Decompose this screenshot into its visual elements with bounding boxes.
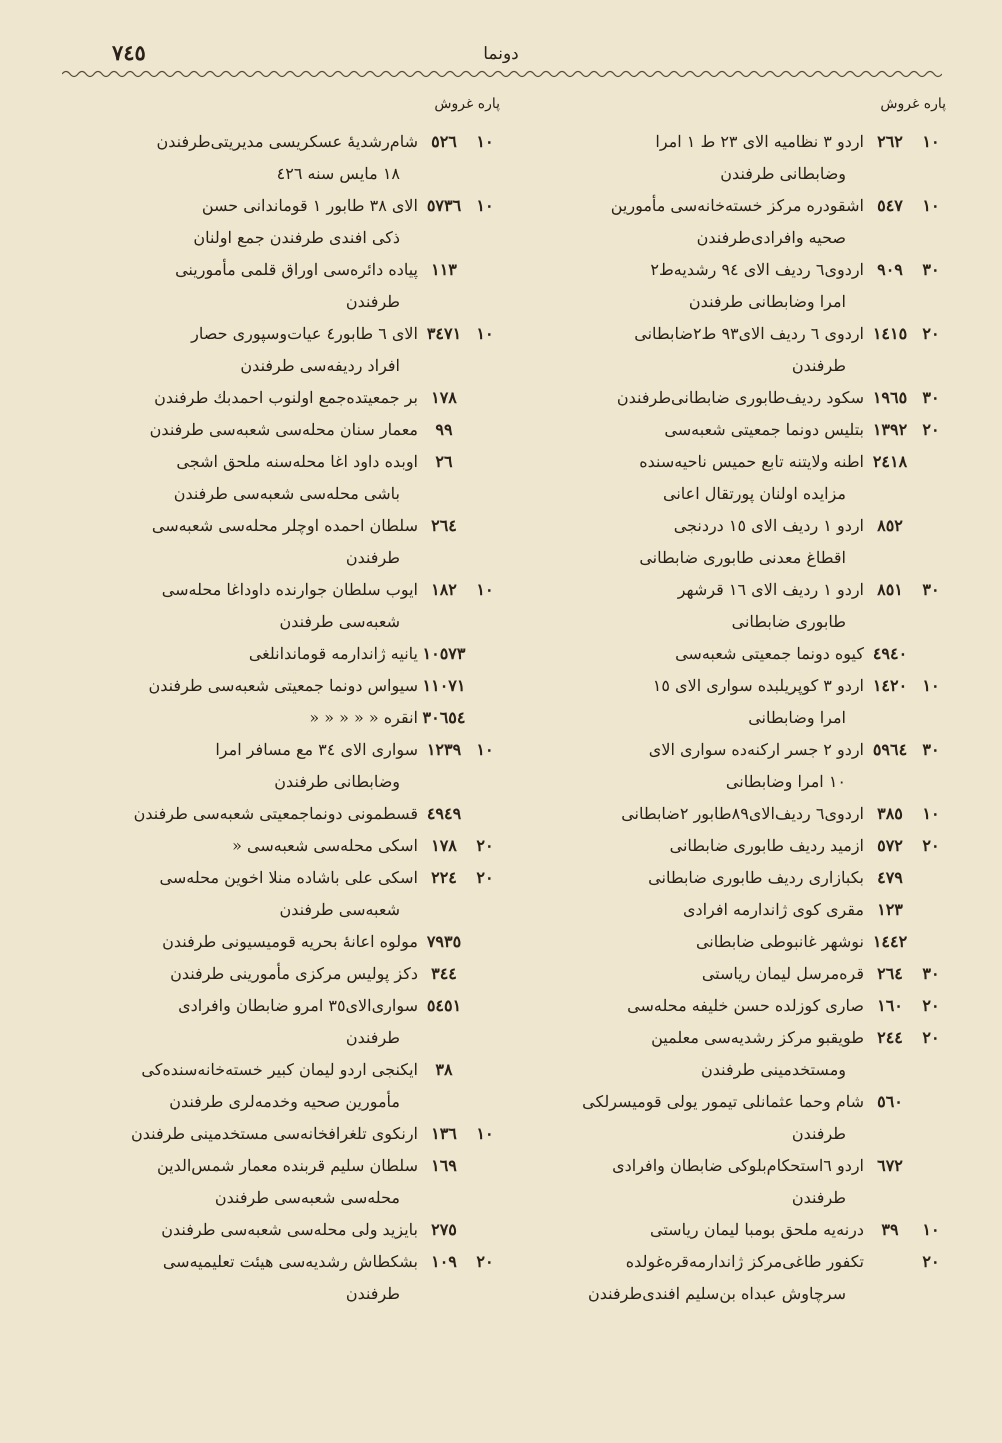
- description-line: سيواس دونما جمعيتى شعبه‌سى طرفندن: [148, 676, 418, 695]
- ledger-entry: [60, 574, 500, 638]
- entry-description: [506, 990, 864, 1022]
- entry-description: [60, 958, 418, 990]
- ledger-entry: [60, 990, 500, 1054]
- para-amount: ٢٠: [922, 1028, 940, 1047]
- description-line: مقرى كوى ژاندارمه افرادى: [682, 900, 864, 919]
- ledger-entry: [506, 1086, 946, 1150]
- kurus-amount: ٣٤٤: [431, 964, 457, 983]
- entry-description: [60, 862, 418, 926]
- kurus-amount: ٧٩٣٥: [426, 932, 462, 951]
- description-line: ومستخدمينى طرفندن: [701, 1060, 846, 1079]
- entry-description: [506, 1086, 864, 1150]
- ledger-entry: [506, 798, 946, 830]
- description-line: اردو ٢ جسر اركنه‌ده سوارى الاى: [648, 740, 864, 759]
- kurus-amount: ١٠٩: [431, 1252, 457, 1271]
- left-column: [60, 96, 500, 1310]
- entry-description: [60, 926, 418, 958]
- ledger-entry: [506, 958, 946, 990]
- description-line: وضابطانى طرفندن: [274, 772, 400, 791]
- para-amount: ٢٠: [476, 836, 494, 855]
- entry-description: [506, 446, 864, 510]
- entry-description: [506, 254, 864, 318]
- description-line: بتليس دونما جمعيتى شعبه‌سى: [664, 420, 864, 439]
- kurus-amount: ٣٤٧١: [426, 324, 462, 343]
- ledger-entry: [60, 926, 500, 958]
- description-line: قسطمونى دونماجمعيتى شعبه‌سى طرفندن: [133, 804, 418, 823]
- kurus-amount: ١٣٦: [431, 1124, 457, 1143]
- kurus-amount: ٢٦٢: [877, 132, 903, 151]
- description-line: صحيه وافرادى‌طرفندن: [696, 228, 846, 247]
- description-line: اردو ٦استحكام‌بلوكى ضابطان وافرادى: [612, 1156, 864, 1175]
- para-amount: ٢٠: [922, 1252, 940, 1271]
- para-amount: ١٠: [476, 580, 494, 599]
- entry-description: [60, 126, 418, 190]
- para-amount: ٢٠: [476, 868, 494, 887]
- ledger-entry: [60, 958, 500, 990]
- kurus-amount: ٢٧٥: [431, 1220, 457, 1239]
- ledger-entry: [60, 414, 500, 446]
- entry-description: [506, 510, 864, 574]
- para-amount: ٢٠: [922, 836, 940, 855]
- kurus-amount: ٥٦٠: [877, 1092, 903, 1111]
- ledger-entry: [60, 830, 500, 862]
- ledger-entry: [506, 510, 946, 574]
- description-line: سلطان سليم قربنده معمار شمس‌الدين: [156, 1156, 418, 1175]
- ledger-entry: [506, 1214, 946, 1246]
- ledger-entry: [60, 862, 500, 926]
- ledger-entry: [506, 926, 946, 958]
- ledger-entry: [60, 670, 500, 702]
- description-line: ازميد رديف طابورى ضابطانى: [669, 836, 864, 855]
- description-line: سوارى‌الاى‌٣٥ امرو ضابطان وافرادى: [178, 996, 418, 1015]
- description-line: معمار سنان محله‌سى شعبه‌سى طرفندن: [149, 420, 418, 439]
- kurus-amount: ١٤٤٢: [872, 932, 908, 951]
- kurus-amount: ١٩٦٥: [872, 388, 908, 407]
- para-amount: ٢٠: [922, 324, 940, 343]
- ledger-entry: [60, 510, 500, 574]
- ledger-entry: [60, 638, 500, 670]
- ledger-entry: [60, 190, 500, 254]
- description-line: بكبازارى رديف طابورى ضابطانى: [648, 868, 864, 887]
- ledger-entry: [60, 1118, 500, 1150]
- kurus-amount: ٤٩٤٠: [872, 644, 908, 663]
- description-line: اسكى على باشاده منلا اخوين محله‌سى: [159, 868, 418, 887]
- description-line: امرا وضابطانى طرفندن: [688, 292, 846, 311]
- entry-description: [60, 382, 418, 414]
- description-line: دكز پوليس مركزى مأمورينى طرفندن: [170, 964, 418, 983]
- description-line: يانيه ژاندارمه قوماندانلغى: [248, 644, 418, 663]
- description-line: اسكى محله‌سى شعبه‌سى «: [232, 836, 418, 855]
- kurus-amount: ١٨٢: [431, 580, 457, 599]
- description-line: كيوه دونما جمعيتى شعبه‌سى: [675, 644, 864, 663]
- ledger-entry: [506, 446, 946, 510]
- entry-description: [60, 1214, 418, 1246]
- ledger-entry: [60, 126, 500, 190]
- description-line: اردو ٣ نظاميه الاى ٢٣ ط ١ امرا: [655, 132, 864, 151]
- description-line: شام‌رشديهٔ عسكريسى مديريتى‌طرفندن: [156, 132, 418, 151]
- ledger-entry: [506, 638, 946, 670]
- kurus-amount: ٨٥٢: [877, 516, 903, 535]
- description-line: طرفندن: [345, 1028, 400, 1047]
- kurus-amount: ٢٦٤: [431, 516, 457, 535]
- description-line: شعبه‌سى طرفندن: [279, 612, 400, 631]
- ledger-entry: [60, 1246, 500, 1310]
- right-column: [506, 96, 946, 1310]
- ledger-entry: [506, 574, 946, 638]
- entry-description: [506, 830, 864, 862]
- entry-description: [506, 414, 864, 446]
- description-line: طويقبو مركز رشديه‌سى معلمين: [651, 1028, 864, 1047]
- decorative-divider: [62, 68, 942, 80]
- kurus-amount: ٩٩: [435, 420, 453, 439]
- entry-description: [506, 958, 864, 990]
- entry-description: [506, 670, 864, 734]
- ledger-entry: [60, 702, 500, 734]
- description-line: ارنكوى تلغرافخانه‌سى مستخدمينى طرفندن: [130, 1124, 418, 1143]
- entry-description: [506, 734, 864, 798]
- para-amount: ١٠: [476, 324, 494, 343]
- entry-description: [60, 510, 418, 574]
- description-line: الاى ٦ طابور٤ عيات‌وسپورى حصار: [191, 324, 418, 343]
- entry-description: [60, 670, 418, 702]
- description-line: طرفندن: [345, 292, 400, 311]
- description-line: مأمورين صحيه وخدمه‌لرى طرفندن: [169, 1092, 400, 1111]
- description-line: وضابطانى طرفندن: [720, 164, 846, 183]
- kurus-amount: ٥٤٥١: [426, 996, 462, 1015]
- entry-description: [60, 990, 418, 1054]
- ledger-entry: [60, 382, 500, 414]
- entry-description: [60, 702, 418, 734]
- para-amount: ١٠: [476, 1124, 494, 1143]
- kurus-amount: ٥٧٢: [877, 836, 903, 855]
- description-line: شعبه‌سى طرفندن: [279, 900, 400, 919]
- entry-description: [60, 318, 418, 382]
- kurus-amount: ٥٩٦٤: [872, 740, 908, 759]
- description-line: نوشهر غانبوطى ضابطانى: [695, 932, 864, 951]
- ledger-entry: [506, 318, 946, 382]
- kurus-amount: ١٦٠: [877, 996, 903, 1015]
- kurus-amount: ١٤٢٠: [872, 676, 908, 695]
- description-line: ١٨ مايس سنه ٤٢٦: [276, 164, 400, 183]
- ledger-entry: [506, 990, 946, 1022]
- description-line: مزايده اولنان پورتقال اعانى: [663, 484, 846, 503]
- ledger-entry: [506, 126, 946, 190]
- kurus-amount: ١٢٣٩: [426, 740, 462, 759]
- para-amount: ٢٠: [922, 420, 940, 439]
- kurus-amount: ٢٤٤: [877, 1028, 903, 1047]
- ledger-entry: [506, 1022, 946, 1086]
- ledger-entry: [506, 190, 946, 254]
- entry-description: [506, 1022, 864, 1086]
- description-line: سلطان احمده اوچلر محله‌سى شعبه‌سى: [151, 516, 418, 535]
- description-line: اردوى‌٦ رديف الاى ٩٤ رشديه‌ط٢: [650, 260, 864, 279]
- description-line: افراد رديفه‌سى طرفندن: [240, 356, 400, 375]
- ledger-entry: [506, 254, 946, 318]
- description-line: سكود رديف‌طابورى ضابطانى‌طرفندن: [616, 388, 864, 407]
- page-number: ٧٤٥: [112, 40, 146, 65]
- para-amount: ١٠: [476, 132, 494, 151]
- entry-description: [60, 190, 418, 254]
- kurus-amount: ٥٤٧: [877, 196, 903, 215]
- description-line: طرفندن: [791, 1188, 846, 1207]
- kurus-amount: ٢٢٤: [431, 868, 457, 887]
- kurus-amount: ١٧٨: [431, 388, 457, 407]
- ledger-entry: [506, 382, 946, 414]
- description-line: طرفندن: [345, 548, 400, 567]
- para-amount: ٣٠: [922, 740, 940, 759]
- ledger-entry: [506, 830, 946, 862]
- entry-description: [60, 734, 418, 798]
- entry-description: [506, 318, 864, 382]
- description-line: صارى كوزلده حسن خليفه محله‌سى: [627, 996, 864, 1015]
- description-line: محله‌سى شعبه‌سى طرفندن: [214, 1188, 400, 1207]
- para-amount: ١٠: [476, 196, 494, 215]
- ledger-entry: [60, 734, 500, 798]
- column-header-right: پاره غروش: [880, 96, 946, 112]
- para-amount: ٣٠: [922, 580, 940, 599]
- description-line: اردو ١ رديف الاى ١٥ دردنجى: [673, 516, 864, 535]
- description-line: بايزيد ولى محله‌سى شعبه‌سى طرفندن: [161, 1220, 418, 1239]
- kurus-amount: ٣٨: [435, 1060, 453, 1079]
- entry-description: [60, 414, 418, 446]
- para-amount: ١٠: [476, 740, 494, 759]
- kurus-amount: ٣٩: [881, 1220, 899, 1239]
- kurus-amount: ١١٠٧١: [422, 676, 466, 695]
- description-line: طرفندن: [791, 1124, 846, 1143]
- entry-description: [506, 1246, 864, 1310]
- ledger-entry: [506, 1246, 946, 1310]
- kurus-amount: ٢٦٤: [877, 964, 903, 983]
- ledger-entry: [60, 254, 500, 318]
- kurus-amount: ١٣٩٢: [872, 420, 908, 439]
- kurus-amount: ١٤١٥: [872, 324, 908, 343]
- description-line: ذكى افندى طرفندن جمع اولنان: [193, 228, 400, 247]
- entry-description: [506, 1150, 864, 1214]
- entry-description: [506, 638, 864, 670]
- entry-description: [506, 126, 864, 190]
- ledger-entry: [60, 798, 500, 830]
- description-line: انقره « « « « «: [309, 708, 418, 727]
- entry-description: [506, 190, 864, 254]
- description-line: اردوى‌٦ رديف‌الاى‌٨٩طابور ٢ضابطانى: [621, 804, 864, 823]
- description-line: پياده دائره‌سى اوراق قلمى مأمورينى: [175, 260, 418, 279]
- description-line: بر جمعيتده‌جمع اولنوب احمدبك طرفندن: [154, 388, 418, 407]
- para-amount: ٢٠: [922, 996, 940, 1015]
- kurus-amount: ٣٨٥: [877, 804, 903, 823]
- kurus-amount: ٦٧٢: [877, 1156, 903, 1175]
- description-line: اشقودره مركز خسته‌خانه‌سى مأمورين: [610, 196, 864, 215]
- kurus-amount: ٥٢٦: [431, 132, 457, 151]
- kurus-amount: ٣٠٦٥٤: [422, 708, 466, 727]
- entry-description: [60, 254, 418, 318]
- entry-description: [506, 574, 864, 638]
- kurus-amount: ١٧٨: [431, 836, 457, 855]
- para-amount: ٣٠: [922, 964, 940, 983]
- ledger-entry: [60, 1214, 500, 1246]
- running-title: دونما: [483, 44, 519, 64]
- ledger-entry: [506, 734, 946, 798]
- column-header-left: پاره غروش: [434, 96, 500, 112]
- kurus-amount: ١١٣: [431, 260, 457, 279]
- entry-description: [506, 926, 864, 958]
- description-line: اطنه ولايتنه تابع حميس ناحيه‌سنده: [639, 452, 864, 471]
- description-line: بشكطاش رشديه‌سى هيئت تعليميه‌سى: [162, 1252, 418, 1271]
- entry-description: [506, 382, 864, 414]
- para-amount: ١٠: [922, 804, 940, 823]
- entry-description: [60, 830, 418, 862]
- ledger-entry: [506, 670, 946, 734]
- para-amount: ١٠: [922, 132, 940, 151]
- description-line: الاى ٣٨ طابور ١ قوماندانى حسن: [201, 196, 418, 215]
- ledger-entry: [506, 1150, 946, 1214]
- ledger-entry: [60, 318, 500, 382]
- kurus-amount: ١٦٩: [431, 1156, 457, 1175]
- description-line: اقطاغ معدنى طابورى ضابطانى: [639, 548, 846, 567]
- ledger-entry: [506, 862, 946, 894]
- description-line: مولوه اعانهٔ بحريه قوميسيونى طرفندن: [162, 932, 418, 951]
- kurus-amount: ٥٧٣٦: [426, 196, 462, 215]
- entry-description: [60, 798, 418, 830]
- kurus-amount: ٤٧٩: [877, 868, 903, 887]
- description-line: شام وحما عثمانلى تيمور يولى قوميسرلكى: [582, 1092, 864, 1111]
- kurus-amount: ١٠٥٧٣: [422, 644, 466, 663]
- entry-description: [60, 1054, 418, 1118]
- entry-description: [60, 574, 418, 638]
- entry-description: [60, 1246, 418, 1310]
- description-line: طابورى ضابطانى: [731, 612, 846, 631]
- para-amount: ١٠: [922, 1220, 940, 1239]
- description-line: طرفندن: [345, 1284, 400, 1303]
- ledger-entry: [60, 1054, 500, 1118]
- ledger-entry: [60, 446, 500, 510]
- kurus-amount: ١٢٣: [877, 900, 903, 919]
- kurus-amount: ٩٠٩: [877, 260, 903, 279]
- kurus-amount: ٢٤١٨: [872, 452, 908, 471]
- kurus-amount: ٨٥١: [877, 580, 903, 599]
- ledger-entry: [506, 894, 946, 926]
- description-line: ايكنجى اردو ليمان كبير خسته‌خانه‌سنده‌كى: [141, 1060, 418, 1079]
- ledger-entry: [60, 1150, 500, 1214]
- description-line: سرچاوش عبداه بن‌سليم افندى‌طرفندن: [588, 1284, 846, 1303]
- para-amount: ٣٠: [922, 388, 940, 407]
- entry-description: [506, 862, 864, 894]
- description-line: اردو ٣ كوپريلبده سوارى الاى ١٥: [652, 676, 864, 695]
- para-amount: ١٠: [922, 676, 940, 695]
- description-line: ايوب سلطان جوارنده داوداغا محله‌سى: [161, 580, 418, 599]
- entry-description: [60, 446, 418, 510]
- entry-description: [506, 894, 864, 926]
- para-amount: ٢٠: [476, 1252, 494, 1271]
- description-line: اردو ١ رديف الاى ١٦ قرشهر: [677, 580, 864, 599]
- description-line: سوارى الاى ٣٤ مع مسافر امرا: [215, 740, 418, 759]
- description-line: طرفندن: [791, 356, 846, 375]
- kurus-amount: ٤٩٤٩: [426, 804, 462, 823]
- ledger-entry: [506, 414, 946, 446]
- description-line: قره‌مرسل ليمان رياستى: [701, 964, 864, 983]
- description-line: درنه‌يه ملحق بومبا ليمان رياستى: [650, 1220, 864, 1239]
- entry-description: [60, 1150, 418, 1214]
- entry-description: [60, 1118, 418, 1150]
- para-amount: ٣٠: [922, 260, 940, 279]
- entry-description: [506, 1214, 864, 1246]
- entry-description: [60, 638, 418, 670]
- description-line: اردوى ٦ رديف الاى‌٩٣ ط٢ضابطانى: [634, 324, 864, 343]
- description-line: باشى محله‌سى شعبه‌سى طرفندن: [173, 484, 400, 503]
- kurus-amount: ٢٦: [435, 452, 453, 471]
- entry-description: [506, 798, 864, 830]
- description-line: امرا وضابطانى: [748, 708, 846, 727]
- description-line: اوبده داود اغا محله‌سنه ملحق اشجى: [176, 452, 418, 471]
- description-line: ١٠ امرا وضابطانى: [725, 772, 846, 791]
- description-line: تكفور طاغى‌مركز ژاندارمه‌قره‌غولده: [625, 1252, 864, 1271]
- para-amount: ١٠: [922, 196, 940, 215]
